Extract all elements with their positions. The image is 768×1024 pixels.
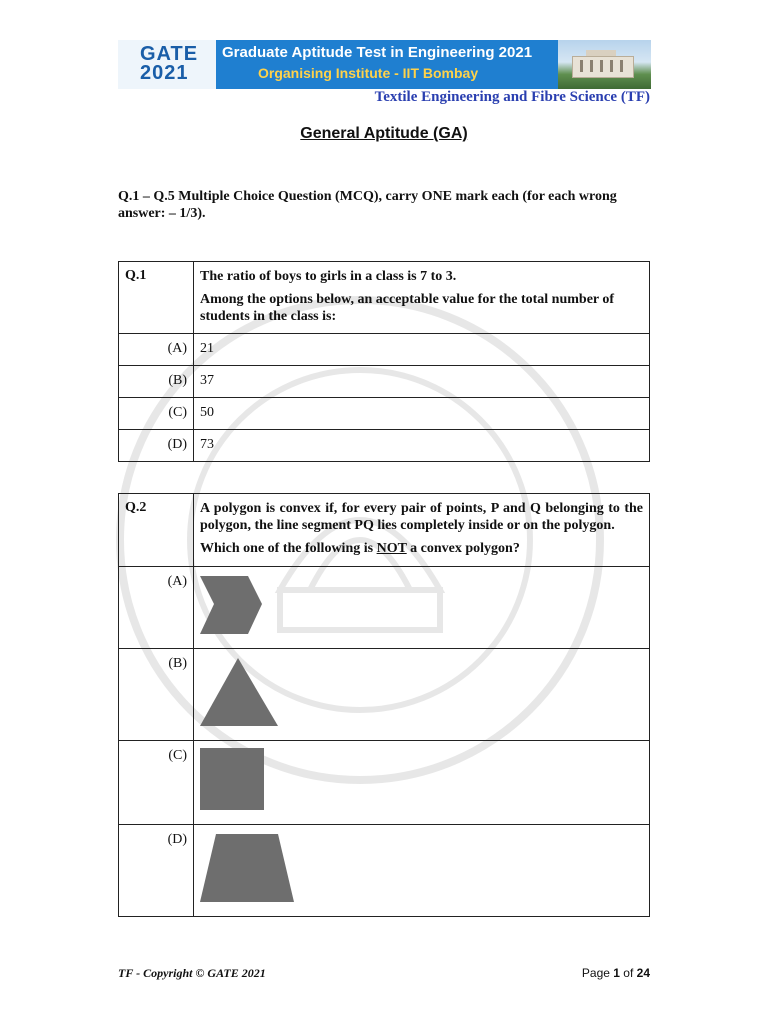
gate-header-banner — [118, 40, 651, 89]
logo-text-year: 2021 — [140, 62, 189, 84]
stem-emphasis: NOT — [376, 541, 407, 556]
logo-text-gate: GATE — [140, 43, 199, 65]
institute-building-photo — [558, 40, 651, 89]
option-figure-cell — [194, 825, 650, 917]
option-figure-cell — [194, 741, 650, 825]
gate-logo — [118, 40, 216, 89]
option-label: (B) — [119, 649, 194, 741]
option-figure-cell — [194, 567, 650, 649]
section-instructions: Q.1 – Q.5 Multiple Choice Question (MCQ), carry ONE mark each (for each wrong answer: – 1/3). — [118, 189, 617, 221]
stem-text: Which one of the following is — [200, 541, 377, 556]
triangle-shape — [200, 656, 280, 728]
option-value: 21 — [194, 334, 650, 366]
banner-title: Graduate Aptitude Test in Engineering 2021 — [222, 44, 533, 61]
question-number: Q.2 — [119, 494, 194, 567]
paper-subject: Textile Engineering and Fibre Science (TF) — [374, 89, 650, 105]
option-label: (D) — [119, 825, 194, 917]
option-label: (B) — [119, 366, 194, 398]
section-title — [0, 125, 768, 143]
stem-line: Among the options below, an acceptable value for the total number of students in the class is: — [200, 292, 615, 324]
option-label: (A) — [119, 334, 194, 366]
chevron-shape — [200, 574, 270, 636]
footer-copyright: TF - Copyright © GATE 2021 — [118, 966, 266, 980]
option-label: (D) — [119, 430, 194, 462]
stem-line: A polygon is convex if, for every pair of points, P and Q belonging to the polygon, the line segment PQ lies completely inside or on the polygon. — [200, 501, 643, 533]
question-2-table — [118, 493, 650, 917]
page-of: of — [619, 966, 637, 980]
banner-organiser: Organising Institute - IIT Bombay — [258, 65, 479, 81]
square-shape — [200, 748, 266, 812]
section-title-text: General Aptitude (GA) — [300, 125, 468, 142]
option-value: 37 — [194, 366, 650, 398]
page-total: 24 — [636, 966, 650, 980]
option-label: (A) — [119, 567, 194, 649]
question-stem — [194, 494, 650, 567]
option-figure-cell — [194, 649, 650, 741]
question-number: Q.1 — [119, 262, 194, 334]
footer-page-number — [582, 966, 650, 980]
page-prefix: Page — [581, 966, 614, 980]
question-stem — [194, 262, 650, 334]
option-label: (C) — [119, 741, 194, 825]
option-value: 50 — [194, 398, 650, 430]
stem-line: The ratio of boys to girls in a class is 7 to 3. — [200, 269, 457, 284]
page-current: 1 — [613, 966, 620, 980]
trapezoid-shape — [200, 832, 296, 904]
stem-line — [200, 540, 643, 557]
stem-text: a convex polygon? — [406, 541, 520, 556]
option-value: 73 — [194, 430, 650, 462]
option-label: (C) — [119, 398, 194, 430]
question-1-table — [118, 261, 650, 462]
